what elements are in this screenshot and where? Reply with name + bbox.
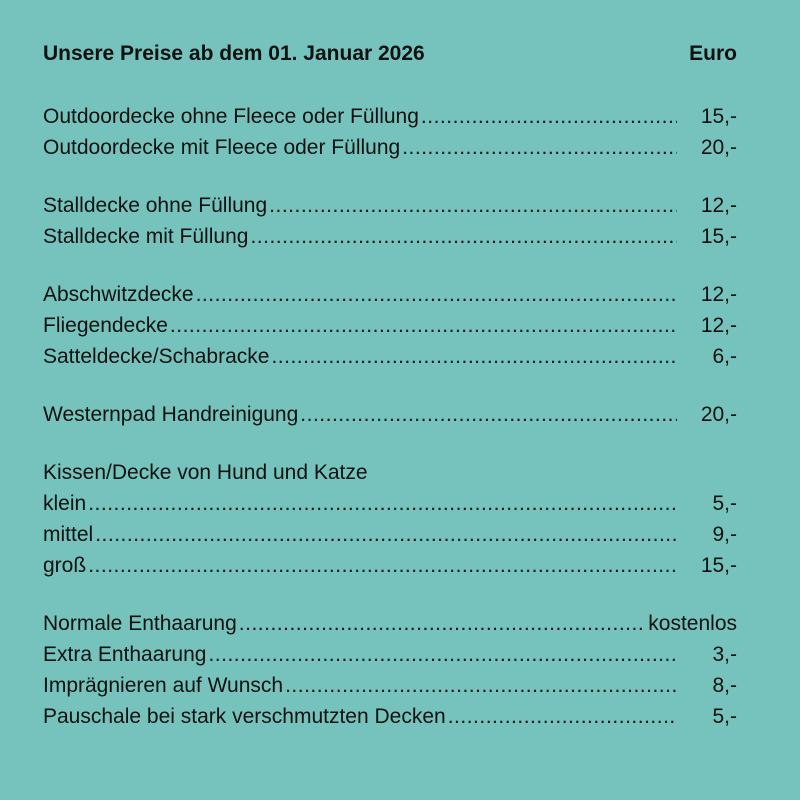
price-row	[43, 550, 737, 581]
leader-dots	[208, 639, 677, 670]
leader-dots	[95, 519, 677, 550]
item-price: 5,-	[712, 705, 737, 728]
leader-dots	[88, 550, 677, 581]
item-price: 20,-	[700, 403, 737, 426]
item-price: 12,-	[700, 283, 737, 306]
item-price: 15,-	[700, 225, 737, 248]
item-label: groß	[43, 554, 87, 577]
section-heading: Kissen/Decke von Hund und Katze	[43, 461, 368, 484]
leader-dots	[196, 279, 677, 310]
price-row	[43, 221, 737, 252]
item-price: 12,-	[700, 194, 737, 217]
leader-dots	[421, 101, 677, 132]
item-label: Westernpad Handreinigung	[43, 403, 299, 426]
price-row	[43, 101, 737, 132]
price-row	[43, 310, 737, 341]
item-label: Abschwitzdecke	[43, 283, 194, 306]
item-price: 15,-	[700, 105, 737, 128]
item-price: 12,-	[700, 314, 737, 337]
item-label: mittel	[43, 523, 94, 546]
leader-dots	[88, 488, 677, 519]
price-row	[43, 279, 737, 310]
leader-dots	[285, 670, 677, 701]
price-row	[43, 639, 737, 670]
price-row	[43, 190, 737, 221]
price-row	[43, 701, 737, 732]
section-gap	[43, 430, 737, 457]
item-label: Normale Enthaarung	[43, 612, 237, 635]
leader-dots	[239, 608, 647, 639]
item-price: 8,-	[712, 674, 737, 697]
item-price: kostenlos	[648, 612, 737, 635]
price-row	[43, 341, 737, 372]
item-price: 9,-	[712, 523, 737, 546]
page-title: Unsere Preise ab dem 01. Januar 2026	[43, 42, 425, 65]
item-label: Pauschale bei stark verschmutzten Decken	[43, 705, 446, 728]
price-row	[43, 132, 737, 163]
price-row	[43, 519, 737, 550]
item-price: 5,-	[712, 492, 737, 515]
price-row	[43, 399, 737, 430]
leader-dots	[448, 701, 677, 732]
leader-dots	[402, 132, 677, 163]
item-label: Satteldecke/Schabracke	[43, 345, 270, 368]
section-gap	[43, 163, 737, 190]
leader-dots	[300, 399, 677, 430]
leader-dots	[269, 190, 677, 221]
price-row	[43, 608, 737, 639]
item-label: Imprägnieren auf Wunsch	[43, 674, 284, 697]
currency-label: Euro	[689, 42, 737, 65]
section-gap	[43, 581, 737, 608]
item-label: klein	[43, 492, 87, 515]
item-label: Fliegendecke	[43, 314, 168, 337]
item-price: 15,-	[700, 554, 737, 577]
leader-dots	[250, 221, 677, 252]
item-price: 6,-	[712, 345, 737, 368]
item-label: Stalldecke ohne Füllung	[43, 194, 268, 217]
section-gap	[43, 252, 737, 279]
price-list-header	[43, 40, 737, 68]
item-label: Extra Enthaarung	[43, 643, 207, 666]
leader-dots	[170, 310, 677, 341]
item-label: Outdoordecke ohne Fleece oder Füllung	[43, 105, 419, 128]
item-label: Outdoordecke mit Fleece oder Füllung	[43, 136, 401, 159]
section-gap	[43, 372, 737, 399]
price-row	[43, 670, 737, 701]
item-price: 3,-	[712, 643, 737, 666]
item-price: 20,-	[700, 136, 737, 159]
price-list	[43, 101, 737, 732]
price-row	[43, 488, 737, 519]
leader-dots	[271, 341, 677, 372]
item-label: Stalldecke mit Füllung	[43, 225, 249, 248]
